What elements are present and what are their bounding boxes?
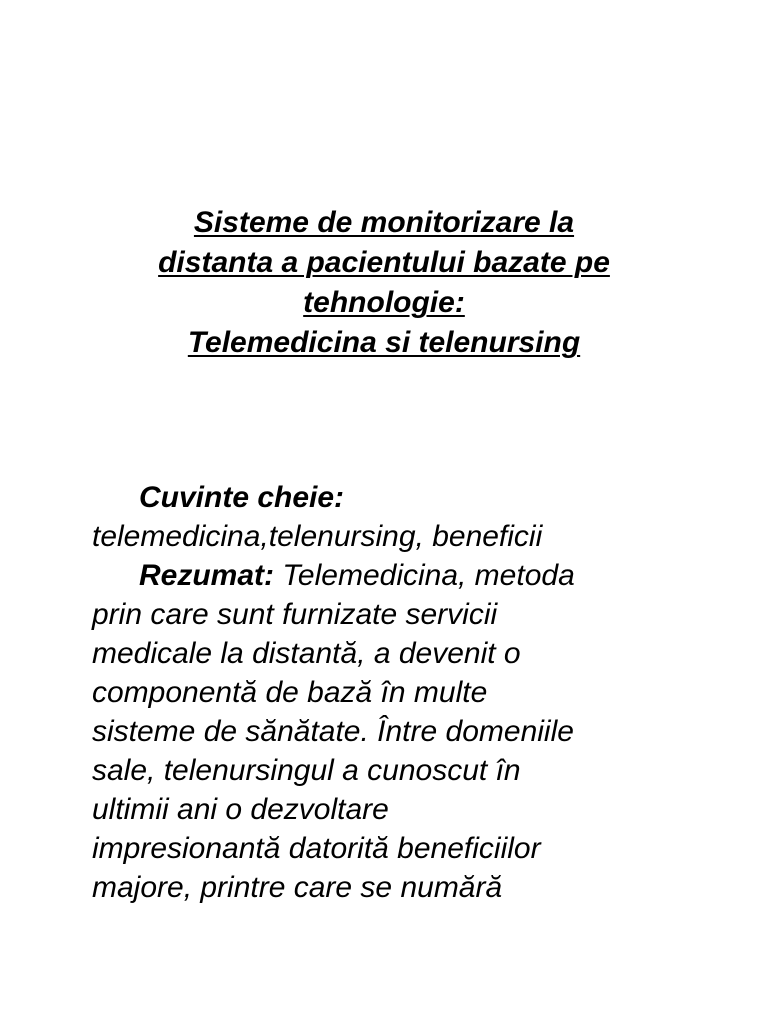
abstract-line: impresionantă datorită beneficiilor bbox=[92, 832, 541, 865]
abstract-line: majore, printre care se numără bbox=[92, 871, 503, 904]
abstract-line: sisteme de sănătate. Între domeniile bbox=[92, 715, 574, 748]
document-title bbox=[60, 203, 708, 363]
abstract-line: ultimii ani o dezvoltare bbox=[92, 793, 389, 826]
title-line: distanta a pacientului bazate pe bbox=[158, 246, 610, 279]
title-line: Sisteme de monitorizare la bbox=[193, 206, 575, 239]
abstract-line: componentă de bază în multe bbox=[92, 676, 488, 709]
abstract-first-line-text: Telemedicina, metoda bbox=[274, 559, 575, 592]
abstract-line: prin care sunt furnizate servicii bbox=[92, 598, 498, 631]
abstract-label: Rezumat: bbox=[139, 559, 275, 592]
keywords-heading bbox=[92, 478, 712, 517]
keywords-text: telemedicina,telenursing, beneficii bbox=[92, 520, 543, 553]
title-line: Telemedicina si telenursing bbox=[187, 326, 581, 359]
title-line: tehnologie: bbox=[303, 286, 465, 319]
abstract-line: sale, telenursingul a cunoscut în bbox=[92, 754, 521, 787]
keywords-label: Cuvinte cheie: bbox=[139, 481, 345, 514]
document-body bbox=[92, 478, 712, 907]
abstract-line: medicale la distantă, a devenit o bbox=[92, 637, 521, 670]
abstract-first-line bbox=[92, 556, 712, 595]
